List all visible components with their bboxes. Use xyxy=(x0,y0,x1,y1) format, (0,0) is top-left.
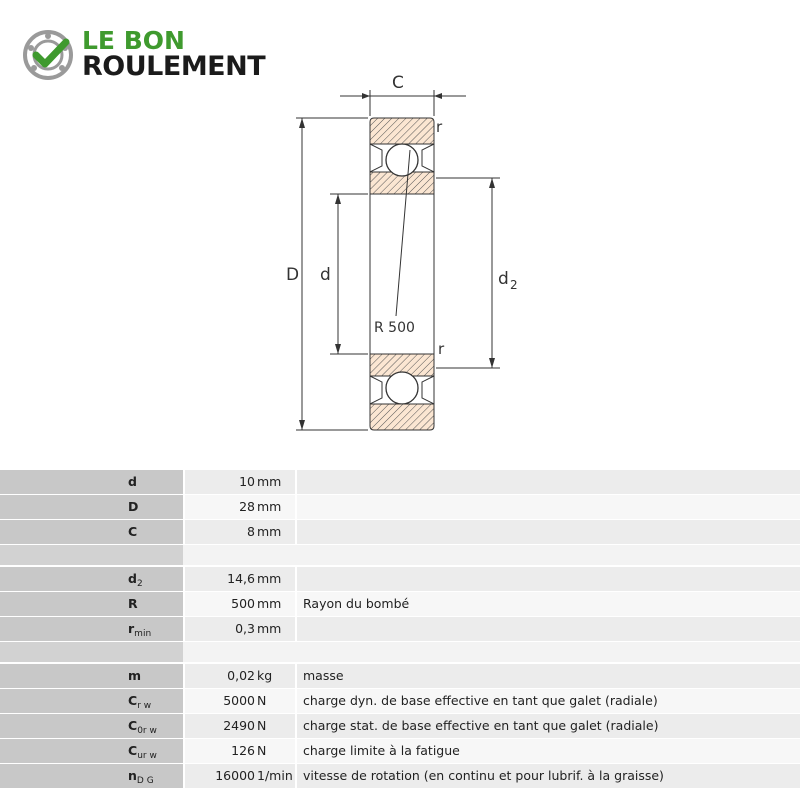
spec-value: 5000 xyxy=(223,693,255,708)
spec-value-cell xyxy=(185,520,295,544)
spec-value: 0,3 xyxy=(235,621,255,636)
spec-symbol: r xyxy=(128,621,135,636)
spec-symbol-subscript: r w xyxy=(137,701,152,711)
spec-description-cell xyxy=(297,520,800,544)
spec-unit: N xyxy=(257,743,267,758)
spec-description-cell xyxy=(297,592,800,616)
table-row xyxy=(0,470,800,494)
spec-description-cell xyxy=(297,495,800,519)
spec-value: 10 xyxy=(239,474,255,489)
spec-symbol: D xyxy=(128,499,139,514)
label-C: C xyxy=(392,73,404,93)
spec-description: charge stat. de base effective en tant que galet (radiale) xyxy=(303,718,659,733)
spec-symbol: C xyxy=(128,743,138,758)
spec-label-cell xyxy=(0,617,183,641)
table-row xyxy=(0,689,800,713)
spec-value: 0,02 xyxy=(227,668,255,683)
spec-value: 2490 xyxy=(223,718,255,733)
table-row xyxy=(0,664,800,688)
spec-label-cell xyxy=(0,714,183,738)
spec-description-cell xyxy=(297,689,800,713)
brand-line2: ROULEMENT xyxy=(82,51,266,82)
label-D: D xyxy=(286,265,300,285)
label-r-top: r xyxy=(436,118,443,136)
spec-value: 500 xyxy=(231,596,255,611)
spec-value: 14,6 xyxy=(227,571,255,586)
label-d2: d xyxy=(498,269,509,289)
table-row xyxy=(0,520,800,544)
spec-value-cell xyxy=(185,495,295,519)
spec-unit: N xyxy=(257,693,267,708)
table-row xyxy=(0,739,800,763)
spec-label-cell xyxy=(0,764,183,788)
spec-unit: mm xyxy=(257,524,282,539)
spec-value-cell xyxy=(185,567,295,591)
spec-label-cell xyxy=(0,520,183,544)
spec-unit: 1/min xyxy=(257,768,293,783)
spec-label-cell xyxy=(0,470,183,494)
spec-unit: mm xyxy=(257,474,282,489)
spec-symbol-subscript: 2 xyxy=(136,579,143,589)
brand-logo xyxy=(22,26,302,86)
spec-description-cell xyxy=(297,714,800,738)
spec-symbol: C xyxy=(128,524,138,539)
spec-symbol: C xyxy=(128,693,138,708)
spec-value-cell xyxy=(185,689,295,713)
spec-label-cell xyxy=(0,664,183,688)
spec-label-cell xyxy=(0,689,183,713)
spec-unit: mm xyxy=(257,596,282,611)
spec-value-cell xyxy=(185,764,295,788)
spec-value: 8 xyxy=(247,524,255,539)
spec-description: Rayon du bombé xyxy=(303,596,410,611)
spec-value-cell xyxy=(185,592,295,616)
spec-label-cell xyxy=(0,495,183,519)
spec-symbol: d xyxy=(128,474,137,489)
table-row xyxy=(0,567,800,591)
label-radius: R 500 xyxy=(374,320,415,336)
table-row xyxy=(0,714,800,738)
spec-description-cell xyxy=(297,764,800,788)
spec-symbol-subscript: min xyxy=(134,629,152,639)
spec-description: charge limite à la fatigue xyxy=(303,743,460,758)
spec-value-cell xyxy=(185,470,295,494)
bearing-check-icon xyxy=(22,28,76,82)
spec-label-cell xyxy=(0,592,183,616)
table-row xyxy=(0,764,800,788)
spec-description-cell xyxy=(297,739,800,763)
spec-symbol-subscript: 0r w xyxy=(137,726,157,736)
spec-value: 126 xyxy=(231,743,255,758)
spec-unit: kg xyxy=(257,668,273,683)
spec-value-cell xyxy=(185,739,295,763)
table-spacer xyxy=(0,642,800,662)
spec-symbol: d xyxy=(128,571,137,586)
spec-value: 28 xyxy=(239,499,255,514)
spec-label-cell xyxy=(0,567,183,591)
label-r-bottom: r xyxy=(438,340,445,358)
table-row xyxy=(0,592,800,616)
spec-symbol: n xyxy=(128,768,137,783)
spec-unit: mm xyxy=(257,571,282,586)
spec-symbol: R xyxy=(128,596,138,611)
table-spacer xyxy=(0,545,800,565)
spec-description-cell xyxy=(297,617,800,641)
spec-value-cell xyxy=(185,617,295,641)
spec-unit: N xyxy=(257,718,267,733)
spec-symbol: m xyxy=(128,668,142,683)
spec-unit: mm xyxy=(257,499,282,514)
spec-label-cell xyxy=(0,739,183,763)
spec-value: 16000 xyxy=(215,768,255,783)
spec-symbol-subscript: ur w xyxy=(137,751,157,761)
brand-line1: LE BON xyxy=(82,26,185,55)
spec-description: vitesse de rotation (en continu et pour lubrif. à la graisse) xyxy=(303,768,664,783)
bearing-cross-section-diagram xyxy=(270,70,550,450)
label-d2-sub: 2 xyxy=(510,278,518,292)
spec-symbol-subscript: D G xyxy=(136,776,154,786)
spec-description-cell xyxy=(297,664,800,688)
table-row xyxy=(0,495,800,519)
spec-description-cell xyxy=(297,470,800,494)
spec-value-cell xyxy=(185,664,295,688)
spec-value-cell xyxy=(185,714,295,738)
table-row xyxy=(0,617,800,641)
spec-unit: mm xyxy=(257,621,282,636)
label-d: d xyxy=(320,265,331,285)
spec-description: masse xyxy=(303,668,344,683)
spec-symbol: C xyxy=(128,718,138,733)
spec-description-cell xyxy=(297,567,800,591)
spec-description: charge dyn. de base effective en tant que galet (radiale) xyxy=(303,693,658,708)
